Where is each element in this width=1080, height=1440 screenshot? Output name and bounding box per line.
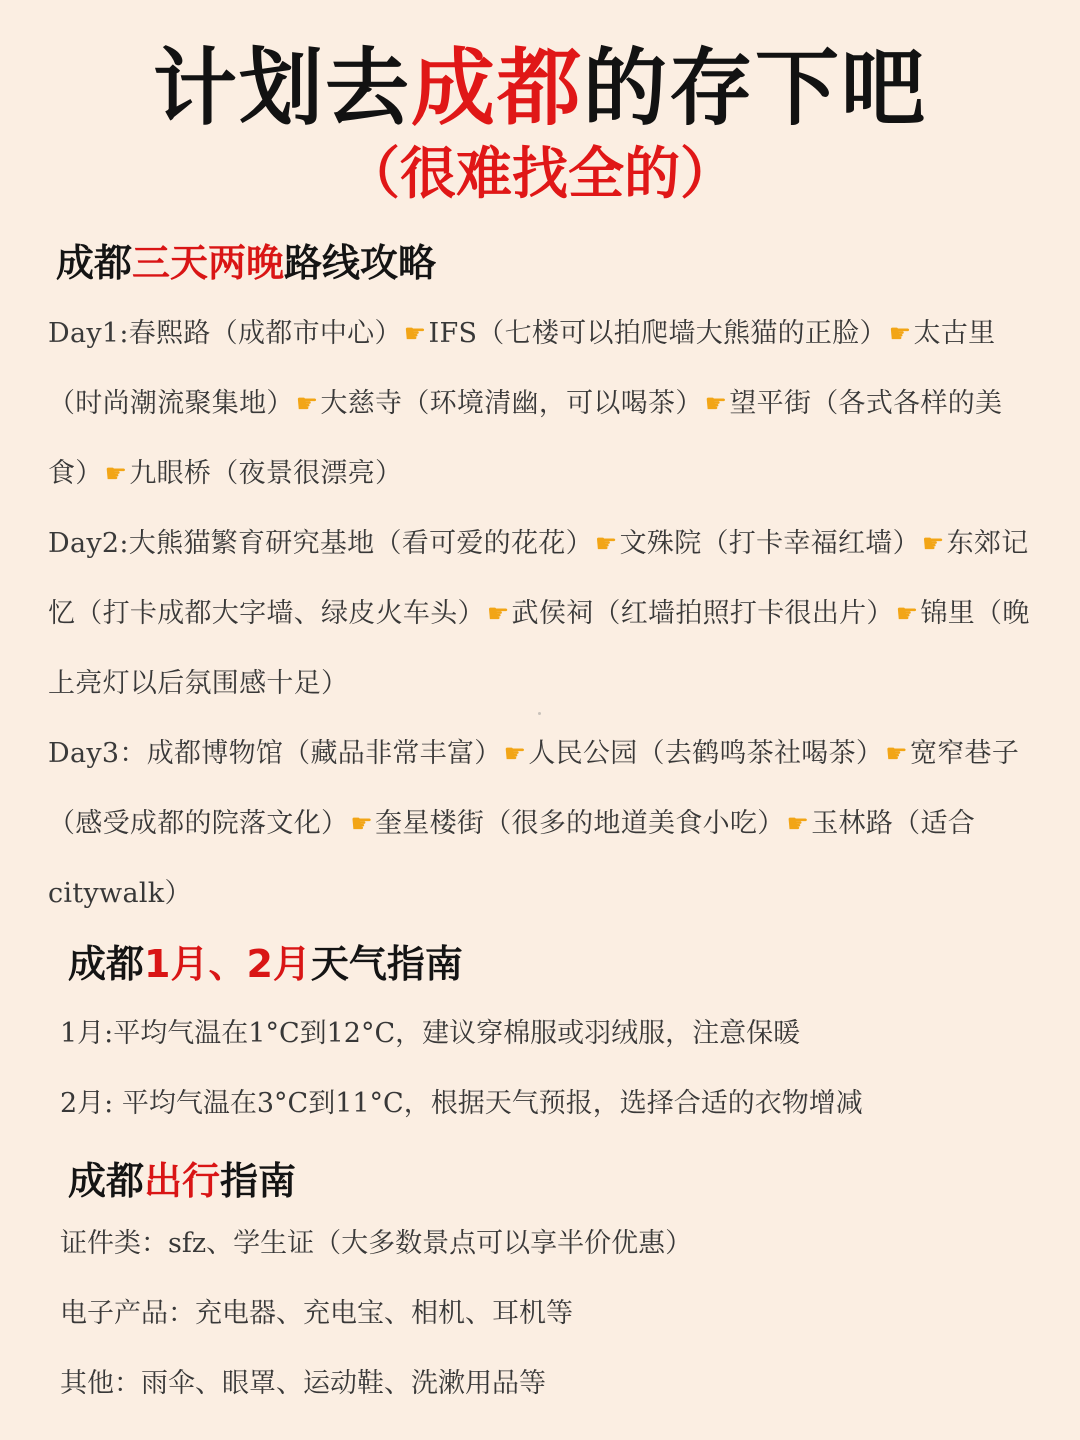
travel-heading [68, 1156, 296, 1206]
route-stop: 宽窄巷子（感受成都的院落文化） [48, 738, 1020, 839]
route-stop: 春熙路（成都市中心） [128, 318, 402, 349]
day-label: Day3： [48, 738, 147, 769]
weather-heading-suffix: 天气指南 [310, 942, 463, 986]
route-stop: 九眼桥（夜景很漂亮） [129, 458, 403, 489]
route-stop: 大慈寺（环境清幽，可以喝茶） [320, 388, 703, 419]
route-stop: IFS（七楼可以拍爬墙大熊猫的正脸） [428, 318, 887, 349]
point-right-icon: ☛ [486, 599, 510, 628]
point-right-icon: ☛ [895, 599, 919, 628]
title-part2: 的存下吧 [583, 39, 928, 137]
route-day-2 [48, 509, 1038, 719]
point-right-icon: ☛ [104, 459, 128, 488]
route-stop: 文殊院（打卡幸福红墙） [619, 528, 920, 559]
travel-heading-prefix: 成都 [68, 1159, 145, 1203]
route-heading-suffix: 路线攻略 [284, 241, 437, 285]
point-right-icon: ☛ [503, 739, 527, 768]
point-right-icon: ☛ [594, 529, 618, 558]
weather-line-jan: 1月:平均气温在1°C到12°C，建议穿棉服或羽绒服，注意保暖 [60, 1018, 801, 1049]
page-title [0, 40, 1080, 136]
weather-heading [68, 939, 463, 989]
route-heading [56, 238, 436, 288]
route-heading-highlight: 三天两晚 [132, 241, 285, 285]
point-right-icon: ☛ [786, 809, 810, 838]
route-day-3 [48, 719, 1038, 929]
day-label: Day1: [48, 318, 129, 349]
travel-heading-highlight: 出行 [144, 1159, 221, 1203]
route-stop: 望平街（各式各样的美食） [48, 388, 1003, 489]
decorative-dot [538, 712, 541, 715]
route-stop: 东郊记忆（打卡成都大字墙、绿皮火车头） [48, 528, 1029, 629]
point-right-icon: ☛ [921, 529, 945, 558]
day-label: Day2: [48, 528, 129, 559]
title-highlight: 成都 [410, 39, 583, 137]
point-right-icon: ☛ [885, 739, 908, 768]
route-day-1 [48, 299, 1038, 509]
weather-heading-highlight: 1月、2月 [144, 942, 311, 986]
travel-line-electronics: 电子产品：充电器、充电宝、相机、耳机等 [60, 1298, 573, 1329]
point-right-icon: ☛ [295, 389, 319, 418]
point-right-icon: ☛ [403, 319, 427, 348]
route-stop: 武侯祠（红墙拍照打卡很出片） [511, 598, 894, 629]
page-subtitle: （很难找全的） [344, 142, 736, 207]
route-stop: 锦里（晚上亮灯以后氛围感十足） [48, 598, 1030, 699]
travel-line-other: 其他：雨伞、眼罩、运动鞋、洗漱用品等 [60, 1368, 546, 1399]
travel-line-documents: 证件类：sfz、学生证（大多数景点可以享半价优惠） [60, 1228, 693, 1259]
route-stop: 玉林路（适合citywalk） [48, 808, 976, 909]
weather-heading-prefix: 成都 [68, 942, 145, 986]
point-right-icon: ☛ [704, 389, 728, 418]
route-heading-prefix: 成都 [56, 241, 133, 285]
title-part1: 计划去 [152, 39, 411, 137]
weather-line-feb: 2月: 平均气温在3°C到11°C，根据天气预报，选择合适的衣物增减 [60, 1088, 863, 1119]
point-right-icon: ☛ [350, 809, 374, 838]
route-stop: 大熊猫繁育研究基地（看可爱的花花） [128, 528, 593, 559]
route-stop: 成都博物馆（藏品非常丰富） [146, 738, 502, 769]
point-right-icon: ☛ [888, 319, 912, 348]
travel-heading-suffix: 指南 [220, 1159, 297, 1203]
route-stop: 人民公园（去鹤鸣茶社喝茶） [528, 738, 884, 769]
route-stop: 奎星楼街（很多的地道美食小吃） [375, 808, 785, 839]
route-stop: 太古里（时尚潮流聚集地） [48, 318, 996, 419]
